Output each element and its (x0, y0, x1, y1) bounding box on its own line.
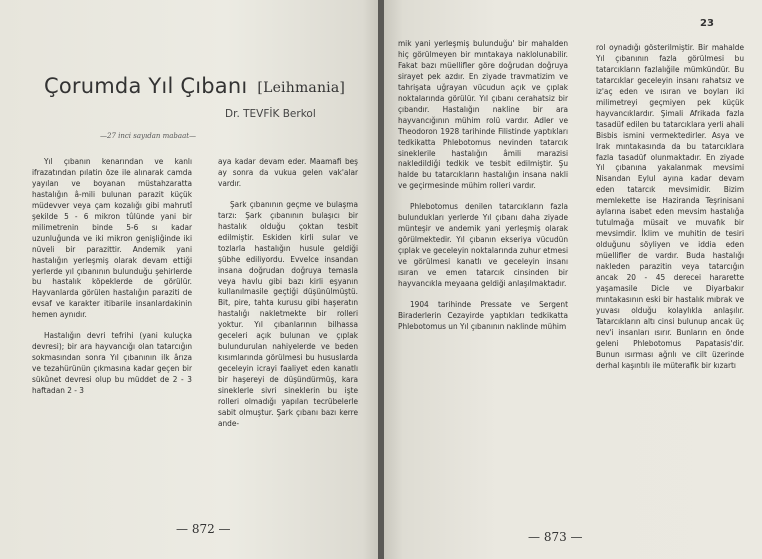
author-line (225, 108, 316, 120)
left-column-1 (32, 156, 192, 396)
paragraph-gap (218, 189, 358, 199)
left-column-2 (218, 156, 358, 429)
paragraph: Yıl çıbanın kenarından ve kanlı ifrazatından pılatin öze ile alınarak camda yayılan ve boyanan müstahzaratta hastalığın â-mili bulunan parazit küçük müdevver veya çam kozalığı gibi mahrutî şekilde 5 - 6 mikron tûlünde yani bir milimetrenin binde 5-6 sı kadar uzunluğunda ve iki mikron genişliğinde iki nüveli bir parazittir. Andemik yani hastalığın yerleşmiş olarak devam ettiği yerlerde yıl çıbanının bulunduğu şehirlerde bu hastalık köpeklerde de görülür. Hayvanlarda görülen hastalığın paraziti de evsaf ve karakter itibarile insanlardakinin hemen aynıdır. (32, 156, 192, 320)
paragraph: 1904 tarihinde Pressate ve Sergent Biraderlerin Cezayirde yaptıkları tedkikatta Phlebotomus un Yıl çıbanının naklinde mühim (398, 298, 568, 331)
page-number: 23 (700, 18, 714, 29)
folio-right: — 873 — (528, 530, 583, 544)
folio-left: — 872 — (176, 522, 231, 536)
paragraph: Şark çıbanının geçme ve bulaşma tarzı: Şark çıbanının bulaşıcı bir hastalık olduğu çoktan tesbit edilmiştir. Eskiden kirli sular ve tozlarla hastalığın husule geldiği şübhe ediliyordu. Evvelce insandan insana doğrudan doğruya temasla veya havlu gibi bazı kirli eşyanın kullanılmasile geçtiği düşünülmüştü. Bit, pire, tahta kurusu gibi haşeratın hastalığı nakletmekte bir rolleri yoktur. Yıl çıbanlarının bilhassa geceleri açık bulunan ve çıplak bulundurulan nahiyelerde ve beden kısımlarında görülmesi bu hususlarda geceleyin icrayi faaliyet eden kanatlı bir haşereyi de düşündürmüş, kara sineklerle sivri sineklerin bu işte rolleri olmadığı yapılan tecrübelerle sabit olmuştur. Şark çıbanı bazı kerre ande- (218, 198, 358, 428)
issue-note: —27 inci sayıdan mabaat— (100, 132, 197, 140)
title-alt: [Leihmania] (257, 80, 346, 96)
right-column-1 (398, 38, 568, 332)
author-prefix: Dr. (225, 108, 240, 120)
right-column-2 (596, 42, 744, 371)
article-title (44, 74, 345, 98)
paragraph: Hastalığın devri tefrihi (yani kuluçka devresi); bir ara hayvancığı olan tatarcığın sokmasından sonra Yıl çıbanının ilk ârıza ve tezahürünün çıkmasına kadar geçen bir sükûnet devresi olup bu müddet de 2 - 3 haftadan 2 - 3 (32, 330, 192, 396)
paragraph-gap (398, 191, 568, 201)
paragraph: aya kadar devam eder. Maamafi beş ay sonra da vukua gelen vak'alar vardır. (218, 156, 358, 188)
left-page (0, 0, 378, 559)
paragraph-gap (32, 320, 192, 330)
right-page (384, 0, 762, 559)
title-main: Çorumda Yıl Çıbanı (44, 74, 248, 98)
paragraph: mik yani yerleşmiş bulunduğu' bir mahalden hiç görülmeyen bir mıntakaya naklolunabilir. Fakat bazı müellifler göre doğrudan doğruya sirayet pek azdır. En ziyade travmatizim ve tahrişata uğrayan vücudun açık ve çıplak noktalarında görülür. Yıl çıbanı cerahatsiz bir çıbandır. Hastalığın nakline bir ara hayvancığının mühim rolü vardır. Adler ve Theodoron 1928 tarihinde Filistinde yaptıkları tedkikatta Phlebotomus nevinden tatarcık sineklerile hastalığın âmili marazisi nakledildiği tedkik ve tesbit edilmiştir. Şu halde bu tatarcıkların hastalığın insana nakli ve geçirmesinde mühim rolleri vardır. (398, 38, 568, 191)
paragraph: Phlebotomus denilen tatarcıkların fazla bulundukları yerlerde Yıl çıbanı daha ziyade münteşir ve andemik yani yerleşmiş olarak görülmektedir. Yıl çıbanın ekseriya vücudün çıplak ve geceleyin noktalarında zuhur etmesi ve görülmesi kanatlı ve geceleyin insanı ısıran ve emen tatarcık cinsinden bir hayvancıkla meyaana geldiği anlaşılmaktadır. (398, 201, 568, 289)
paragraph: rol oynadığı gösterilmiştir. Bir mahalde Yıl çıbanının fazla görülmesi bu tatarcıkların fazlalığile mümkündür. Bu tatarcıklar geceleyin insanı rahatsız ve iz'aç eden ve ısıran ve boyları iki milimetreyi geçmiyen pek küçük hayvancıklardır. Şimali Afrikada fazla tasadüf edilen bu tatarcıklara yerli ahali Bisbis ismini vermektedirler. Asya ve Irak mıntakasında da bu tatarcıklara fazla tasadüf olunmaktadır. En ziyade Yıl çıbanına yakalanmak mevsimi Nisandan Eylul ayına kadar devam eden tatarcık mevsimidir. Bizim memlekette ise Haziranda Teşrinisani aylarına isabet eden mevsim hastalığa tutulmağa müsait ve muvafık bir mevsimdir. İklim ve muhitin de tesiri olduğunu söyliyen ve iddia eden müellifler de vardır. Buda hastalığı nakleden parazitin veya tatarcığın ancak 20 - 45 derecei hararette yaşamasile Dicle ve Diyarbakır mıntakasının eski bir hastalık mıbrak ve yuvası olduğu kolaylıkla anlaşılır. Tatarcıkların altı cinsi bulunup ancak üç nev'i insanları ısırır. Bunların en önde geleni Phlebotomus Papatasis'dir. Bunun ısırması ağrılı ve cilt üzerinde derhal kaşıntılı ile müterafik bir kızartı (596, 42, 744, 370)
author-name: TEVFİK Berkol (243, 108, 316, 120)
paragraph-gap (398, 289, 568, 299)
